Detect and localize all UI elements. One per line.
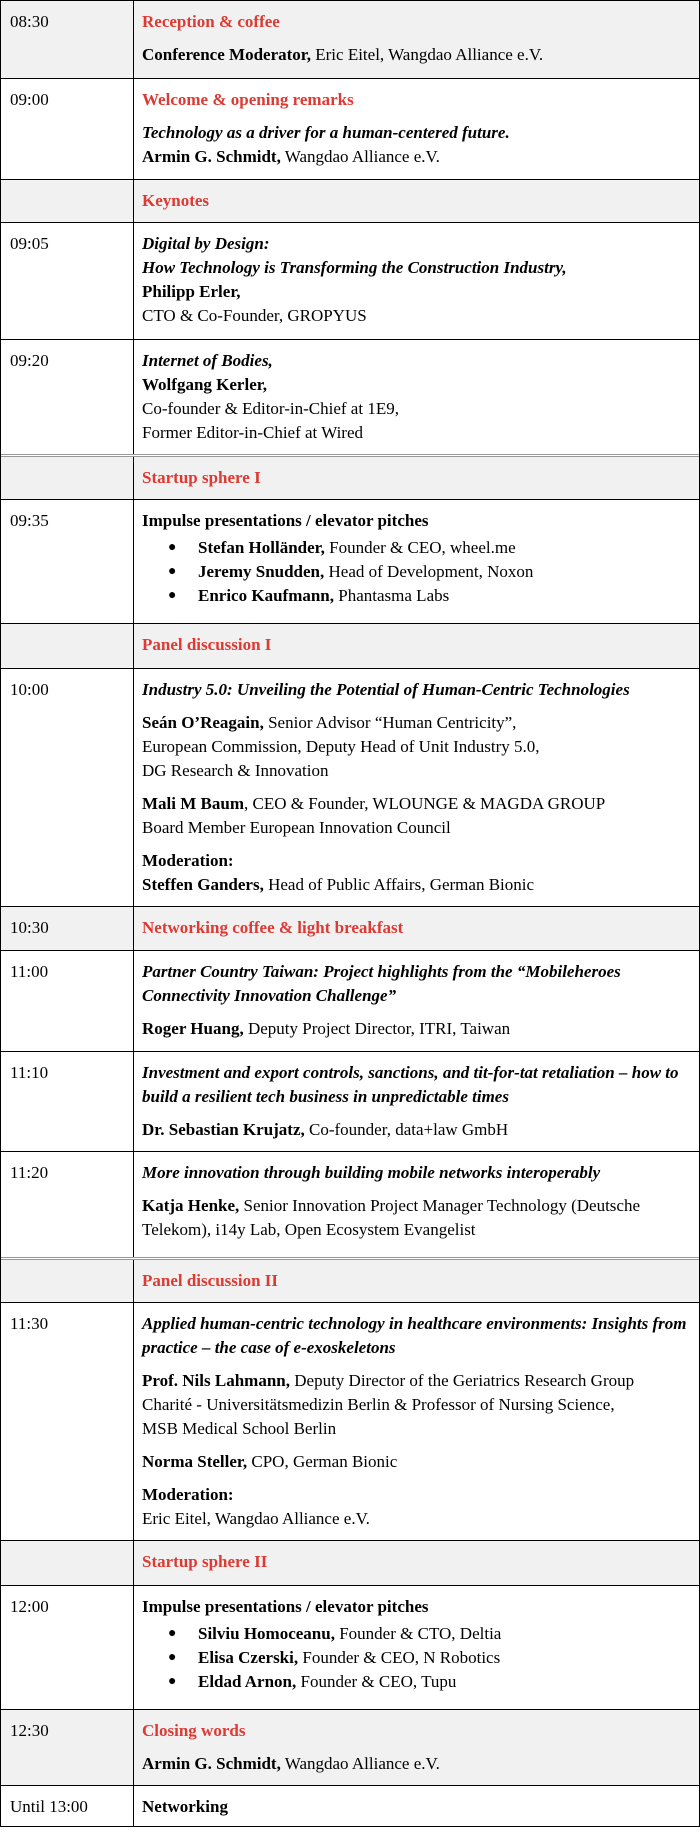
time-cell: 09:35	[1, 500, 134, 623]
section-row	[1, 1540, 699, 1585]
session-cell	[134, 1260, 699, 1302]
agenda-row	[1, 1785, 699, 1827]
session-title-text: Networking	[142, 1797, 228, 1816]
time-cell: 12:00	[1, 1586, 134, 1709]
speaker-affiliation: Phantasma Labs	[334, 586, 450, 605]
talk-title: Applied human-centric technology in healthcare environments: Insights from practice – the case of e-exoskeletons	[142, 1314, 687, 1357]
talk-title: Digital by Design:	[142, 234, 270, 253]
speaker-name: Katja Henke,	[142, 1196, 240, 1215]
pitch-list	[142, 536, 691, 608]
speaker-affiliation: Founder & CEO, Tupu	[296, 1672, 457, 1691]
speaker-line	[142, 1118, 691, 1142]
speaker-affiliation: Deputy Director of the Geriatrics Research Group	[290, 1371, 635, 1390]
talk-subtitle: How Technology is Transforming the Construction Industry,	[142, 258, 567, 277]
speaker-name: Enrico Kaufmann,	[198, 586, 335, 605]
session-title	[142, 1595, 691, 1619]
speaker-name: Silviu Homoceanu,	[198, 1624, 335, 1643]
speaker-name: Roger Huang,	[142, 1019, 244, 1038]
time-cell: 11:20	[1, 1152, 134, 1257]
session-cell	[134, 79, 699, 179]
speaker-block	[142, 792, 691, 840]
pitch-list	[142, 1622, 691, 1694]
speaker-affiliation: Head of Development, Noxon	[324, 562, 534, 581]
speaker-line	[142, 1194, 691, 1242]
list-item	[168, 584, 691, 608]
section-row	[1, 1257, 699, 1302]
speaker-affiliation: Co-founder, data+law GmbH	[304, 1120, 509, 1139]
session-title-text: Impulse presentations / elevator pitches	[142, 1597, 429, 1616]
session-heading: Networking coffee & light breakfast	[142, 918, 404, 937]
speaker-line	[142, 373, 691, 397]
talk-title: Partner Country Taiwan: Project highlights from the “Mobileheroes Connectivity Innovation Challenge”	[142, 962, 621, 1005]
talk-title: Industry 5.0: Unveiling the Potential of Human-Centric Technologies	[142, 680, 630, 699]
time-cell: 09:00	[1, 79, 134, 179]
speaker-affiliation: Deputy Project Director, ITRI, Taiwan	[243, 1019, 511, 1038]
agenda-row	[1, 222, 699, 339]
talk-title: Internet of Bodies,	[142, 351, 273, 370]
speaker-name: Eldad Arnon,	[198, 1672, 297, 1691]
speaker-name: Elisa Czerski,	[198, 1648, 299, 1667]
speaker-affiliation: European Commission, Deputy Head of Unit Industry 5.0,	[142, 737, 540, 756]
speaker-affiliation: Senior Innovation Project Manager Technology (Deutsche Telekom), i14y Lab, Open Ecosystem Evangelist	[142, 1196, 641, 1239]
time-cell: 10:30	[1, 907, 134, 950]
speaker-name: Prof. Nils Lahmann,	[142, 1371, 290, 1390]
agenda-row	[1, 339, 699, 454]
session-cell	[134, 1303, 699, 1540]
speaker-name: Mali M Baum	[142, 794, 244, 813]
time-cell: 09:20	[1, 340, 134, 454]
speaker-affiliation: Charité - Universitätsmedizin Berlin & Professor of Nursing Science,	[142, 1395, 615, 1414]
list-item	[168, 536, 691, 560]
session-cell	[134, 669, 699, 906]
speaker-name: Stefan Holländer,	[198, 538, 325, 557]
session-cell	[134, 1152, 699, 1257]
speaker-affiliation: Senior Advisor “Human Centricity”,	[263, 713, 517, 732]
session-heading: Reception & coffee	[142, 12, 280, 31]
talk-title: Investment and export controls, sanctions, and tit-for-tat retaliation – how to build a resilient tech business in unpredictable times	[142, 1063, 679, 1106]
session-title	[142, 509, 691, 533]
session-heading: Welcome & opening remarks	[142, 90, 354, 109]
talk-title: More innovation through building mobile networks interoperably	[142, 1163, 601, 1182]
session-cell	[134, 457, 699, 499]
moderation-block	[142, 1483, 691, 1531]
speaker-name: Dr. Sebastian Krujatz,	[142, 1120, 305, 1139]
session-cell	[134, 1786, 699, 1826]
session-cell	[134, 340, 699, 454]
speaker-affiliation: , CEO & Founder, WLOUNGE & MAGDA GROUP	[244, 794, 606, 813]
agenda-row	[1, 1585, 699, 1709]
list-item	[168, 1646, 691, 1670]
speaker-name: Wolfgang Kerler,	[142, 375, 267, 394]
agenda-row	[1, 78, 699, 179]
session-cell	[134, 1710, 699, 1785]
speaker-role: Co-founder & Editor-in-Chief at 1E9,	[142, 399, 399, 418]
speaker-name: Conference Moderator,	[142, 45, 312, 64]
time-cell: 11:10	[1, 1052, 134, 1151]
speaker-name: Philipp Erler,	[142, 282, 241, 301]
speaker-affiliation: Wangdao Alliance e.V.	[280, 147, 440, 166]
session-cell	[134, 951, 699, 1051]
moderation-block	[142, 849, 691, 897]
section-row	[1, 454, 699, 499]
list-item	[168, 560, 691, 584]
session-title	[142, 1795, 691, 1819]
speaker-affiliation: CPO, German Bionic	[247, 1452, 398, 1471]
speaker-affiliation: DG Research & Innovation	[142, 761, 329, 780]
time-cell: 12:30	[1, 1710, 134, 1785]
speaker-block	[142, 1369, 691, 1441]
time-cell: Until 13:00	[1, 1786, 134, 1826]
session-title-text: Impulse presentations / elevator pitches	[142, 511, 429, 530]
session-heading: Closing words	[142, 1721, 246, 1740]
time-cell: 08:30	[1, 1, 134, 78]
list-item	[168, 1670, 691, 1694]
speaker-affiliation: Eric Eitel, Wangdao Alliance e.V.	[311, 45, 544, 64]
agenda-row	[1, 1051, 699, 1151]
session-cell	[134, 624, 699, 668]
agenda-row	[1, 1709, 699, 1785]
agenda-row	[1, 950, 699, 1051]
agenda-row	[1, 906, 699, 950]
time-cell	[1, 457, 134, 499]
speaker-line	[142, 1752, 691, 1776]
speaker-affiliation: Founder & CTO, Deltia	[334, 1624, 502, 1643]
moderation-label: Moderation:	[142, 851, 234, 870]
time-cell	[1, 180, 134, 222]
speaker-line	[142, 145, 691, 169]
speaker-affiliation: Wangdao Alliance e.V.	[280, 1754, 440, 1773]
speaker-affiliation: Board Member European Innovation Council	[142, 818, 451, 837]
time-cell: 11:30	[1, 1303, 134, 1540]
session-cell	[134, 223, 699, 339]
list-item	[168, 1622, 691, 1646]
speaker-name: Armin G. Schmidt,	[142, 147, 281, 166]
speaker-name: Armin G. Schmidt,	[142, 1754, 281, 1773]
section-heading: Panel discussion II	[142, 1271, 279, 1290]
agenda-row	[1, 0, 699, 78]
section-heading: Startup sphere I	[142, 468, 261, 487]
speaker-role: CTO & Co-Founder, GROPYUS	[142, 306, 367, 325]
section-row	[1, 179, 699, 222]
speaker-line	[142, 1450, 691, 1474]
section-heading: Keynotes	[142, 191, 210, 210]
time-cell	[1, 1541, 134, 1585]
speaker-line	[142, 1017, 691, 1041]
speaker-line	[142, 280, 691, 304]
time-cell	[1, 624, 134, 668]
speaker-line	[142, 43, 691, 67]
time-cell: 10:00	[1, 669, 134, 906]
session-cell	[134, 180, 699, 222]
section-heading: Startup sphere II	[142, 1552, 268, 1571]
speaker-affiliation: Founder & CEO, N Robotics	[298, 1648, 501, 1667]
moderator-affiliation: Head of Public Affairs, German Bionic	[263, 875, 535, 894]
session-cell	[134, 1586, 699, 1709]
moderation-label: Moderation:	[142, 1485, 234, 1504]
session-cell	[134, 1, 699, 78]
agenda-row	[1, 1302, 699, 1540]
time-cell	[1, 1260, 134, 1302]
agenda-row	[1, 668, 699, 906]
session-cell	[134, 1541, 699, 1585]
speaker-name: Seán O’Reagain,	[142, 713, 264, 732]
session-cell	[134, 907, 699, 950]
speaker-affiliation: MSB Medical School Berlin	[142, 1419, 337, 1438]
session-cell	[134, 500, 699, 623]
section-heading: Panel discussion I	[142, 635, 272, 654]
section-row	[1, 623, 699, 668]
moderator-line: Eric Eitel, Wangdao Alliance e.V.	[142, 1509, 370, 1528]
session-cell	[134, 1052, 699, 1151]
time-cell: 11:00	[1, 951, 134, 1051]
speaker-affiliation: Founder & CEO, wheel.me	[324, 538, 516, 557]
moderator-name: Steffen Ganders,	[142, 875, 264, 894]
agenda-row	[1, 1151, 699, 1257]
speaker-name: Norma Steller,	[142, 1452, 248, 1471]
time-cell: 09:05	[1, 223, 134, 339]
talk-title: Technology as a driver for a human-centered future.	[142, 123, 510, 142]
speaker-name: Jeremy Snudden,	[198, 562, 325, 581]
speaker-block	[142, 711, 691, 783]
speaker-role: Former Editor-in-Chief at Wired	[142, 423, 364, 442]
agenda-row	[1, 499, 699, 623]
